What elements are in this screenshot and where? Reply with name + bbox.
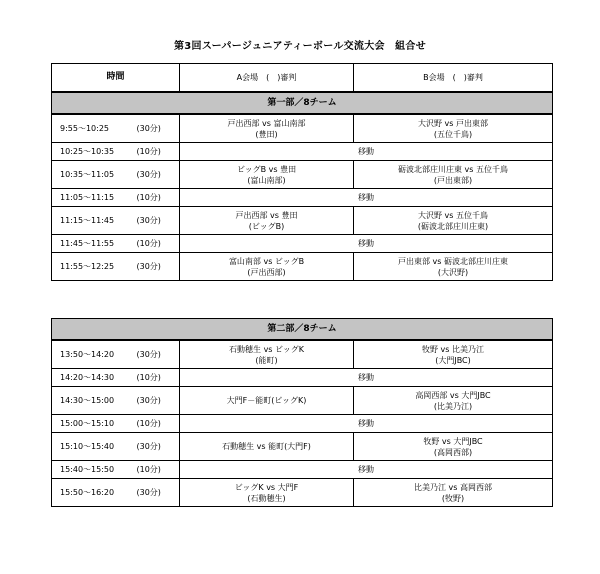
court-b-matchup: 大沢野 vs 戸出東部 bbox=[418, 118, 489, 128]
time-range: 14:20～14:30 bbox=[52, 369, 131, 387]
court-a-referee: (能町) bbox=[255, 355, 278, 365]
time-range: 14:30～15:00 bbox=[52, 387, 131, 415]
court-b-matchup: 戸出東部 vs 砺波北部庄川庄東 bbox=[398, 256, 509, 266]
duration: (30分) bbox=[131, 479, 180, 507]
court-a-match bbox=[180, 114, 354, 143]
court-a-matchup: ビッグB vs 豊田 bbox=[236, 164, 297, 174]
court-b-referee: (大門JBC) bbox=[435, 355, 471, 365]
schedule-table-part2 bbox=[51, 318, 553, 507]
match-row bbox=[52, 479, 553, 507]
header-row bbox=[52, 64, 553, 93]
court-a-matchup: 石動穂生 vs ビッグK bbox=[229, 344, 304, 354]
time-range: 15:10～15:40 bbox=[52, 433, 131, 461]
time-range: 11:15～11:45 bbox=[52, 207, 131, 235]
time-range: 13:50～14:20 bbox=[52, 340, 131, 369]
transition-label: 移動 bbox=[180, 415, 553, 433]
court-b-matchup: 大沢野 vs 五位千鳥 bbox=[418, 210, 489, 220]
court-a-match bbox=[180, 479, 354, 507]
court-a-matchup: 戸出西部 vs 豊田 bbox=[235, 210, 298, 220]
time-range: 10:35～11:05 bbox=[52, 161, 131, 189]
time-range: 11:55～12:25 bbox=[52, 253, 131, 281]
transition-row bbox=[52, 461, 553, 479]
court-a-match bbox=[180, 340, 354, 369]
court-b-matchup: 高岡西部 vs 大門JBC bbox=[415, 390, 491, 400]
court-b-referee: (砺波北部庄川庄東) bbox=[417, 221, 489, 231]
transition-row bbox=[52, 235, 553, 253]
court-a-header: A会場 ( )審判 bbox=[180, 64, 354, 93]
match-row bbox=[52, 161, 553, 189]
court-a-referee: (ビッグB) bbox=[248, 221, 285, 231]
match-row bbox=[52, 387, 553, 415]
time-header: 時間 bbox=[52, 64, 180, 93]
duration: (10分) bbox=[131, 369, 180, 387]
time-range: 15:00～15:10 bbox=[52, 415, 131, 433]
duration: (30分) bbox=[131, 161, 180, 189]
transition-label: 移動 bbox=[180, 143, 553, 161]
court-b-referee: (比美乃江) bbox=[433, 401, 473, 411]
section-label: 第一部／8チーム bbox=[52, 92, 553, 114]
court-a-matchup: 富山南部 vs ビッグB bbox=[228, 256, 305, 266]
match-row bbox=[52, 340, 553, 369]
transition-row bbox=[52, 189, 553, 207]
schedule-table-part1 bbox=[51, 63, 553, 281]
court-a-referee: (石動穂生) bbox=[247, 493, 286, 503]
time-range: 15:50～16:20 bbox=[52, 479, 131, 507]
match-row bbox=[52, 253, 553, 281]
duration: (10分) bbox=[131, 189, 180, 207]
court-a-matchup: ビッグK vs 大門F bbox=[234, 482, 299, 492]
transition-label: 移動 bbox=[180, 369, 553, 387]
court-a-referee: (富山南部) bbox=[247, 175, 286, 185]
duration: (30分) bbox=[131, 387, 180, 415]
transition-row bbox=[52, 143, 553, 161]
time-range: 10:25～10:35 bbox=[52, 143, 131, 161]
duration: (30分) bbox=[131, 433, 180, 461]
duration: (10分) bbox=[131, 143, 180, 161]
court-b-matchup: 牧野 vs 大門JBC bbox=[423, 436, 483, 446]
court-b-referee: (牧野) bbox=[441, 493, 465, 503]
time-range: 11:05～11:15 bbox=[52, 189, 131, 207]
court-a-matchup: 石動穂生 vs 能町(大門F) bbox=[222, 442, 311, 451]
court-b-referee: (戸出東部) bbox=[433, 175, 473, 185]
court-b-match bbox=[354, 207, 553, 235]
page-title: 第3回スーパージュニアティーボール交流大会 組合せ bbox=[173, 41, 427, 52]
transition-label: 移動 bbox=[180, 189, 553, 207]
court-a-match bbox=[180, 161, 354, 189]
court-b-match bbox=[354, 479, 553, 507]
transition-row bbox=[52, 369, 553, 387]
duration: (30分) bbox=[131, 340, 180, 369]
duration: (10分) bbox=[131, 461, 180, 479]
court-b-match bbox=[354, 340, 553, 369]
court-a-matchup: 大門F－能町(ビッグK) bbox=[226, 396, 307, 405]
section-header-row bbox=[52, 319, 553, 341]
court-b-match bbox=[354, 433, 553, 461]
match-row bbox=[52, 114, 553, 143]
match-row bbox=[52, 207, 553, 235]
court-b-matchup: 比美乃江 vs 高岡西部 bbox=[414, 482, 492, 492]
transition-label: 移動 bbox=[180, 461, 553, 479]
court-a-referee: (豊田) bbox=[255, 129, 278, 139]
time-range: 11:45～11:55 bbox=[52, 235, 131, 253]
duration: (10分) bbox=[131, 415, 180, 433]
transition-row bbox=[52, 415, 553, 433]
match-row bbox=[52, 433, 553, 461]
duration: (30分) bbox=[131, 207, 180, 235]
court-b-match bbox=[354, 387, 553, 415]
transition-label: 移動 bbox=[180, 235, 553, 253]
time-range: 15:40～15:50 bbox=[52, 461, 131, 479]
court-b-match bbox=[354, 253, 553, 281]
court-b-referee: (五位千鳥) bbox=[433, 129, 473, 139]
court-b-matchup: 砺波北部庄川庄東 vs 五位千鳥 bbox=[398, 164, 509, 174]
court-a-match bbox=[180, 207, 354, 235]
court-b-matchup: 牧野 vs 比美乃江 bbox=[422, 344, 484, 354]
duration: (30分) bbox=[131, 114, 180, 143]
duration: (10分) bbox=[131, 235, 180, 253]
court-a-match bbox=[180, 387, 354, 415]
court-a-referee: (戸出西部) bbox=[247, 267, 286, 277]
court-b-referee: (高岡西部) bbox=[433, 447, 473, 457]
court-b-referee: (大沢野) bbox=[437, 267, 469, 277]
section-label: 第二部／8チーム bbox=[52, 319, 553, 341]
court-b-match bbox=[354, 161, 553, 189]
court-a-matchup: 戸出西部 vs 富山南部 bbox=[227, 118, 306, 128]
section-header-row bbox=[52, 92, 553, 114]
court-a-match bbox=[180, 253, 354, 281]
court-a-match bbox=[180, 433, 354, 461]
time-range: 9:55～10:25 bbox=[52, 114, 131, 143]
court-b-header: B会場 ( )審判 bbox=[354, 64, 553, 93]
court-b-match bbox=[354, 114, 553, 143]
duration: (30分) bbox=[131, 253, 180, 281]
